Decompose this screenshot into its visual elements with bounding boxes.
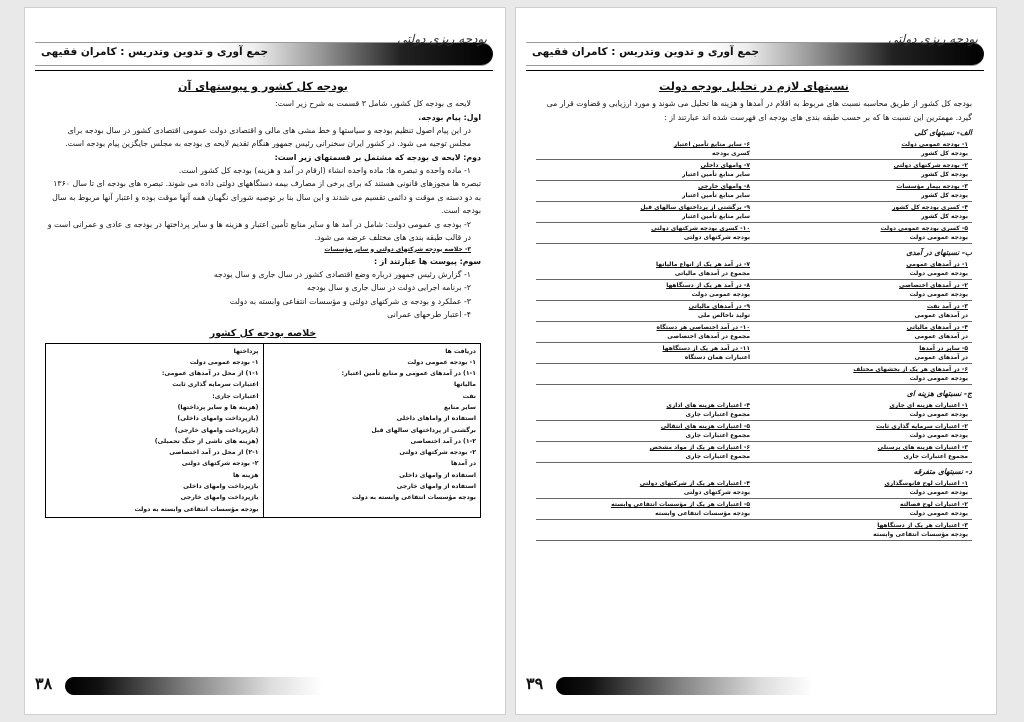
page-39 [515, 7, 997, 715]
table-cell: استفاده از واماهای داخلی [396, 415, 476, 423]
table-row: ۱- بودجه عمومی دولت بودجه کل کشور ۶- سایر منابع تأمین اعتبار کسری بودجه [536, 139, 972, 160]
table-cell: سایر منابع [444, 403, 476, 411]
page-body [536, 80, 972, 541]
summary-receipts-column [264, 344, 481, 517]
table-cell: ۲-۱) از محل در آمد اختصاصی [169, 449, 259, 457]
section-title: بودجه کل کشور و پیوستهای آن [178, 80, 348, 93]
table-cell: بازپرداخت وامهای خارجی [180, 494, 259, 502]
ratios-expense [536, 400, 972, 463]
ratios-general [536, 139, 972, 244]
footer-decoration [65, 677, 493, 695]
table-cell: (بازپرداخت وامهای داخلی) [177, 415, 259, 423]
summary-title: خلاصه بودجه کل کشور [209, 327, 317, 339]
intro-text: بودجه کل کشور از طریق محاسبه نسبت های مربوط به اقلام در آمدها و هزینه ها تحلیل می شوند و مورد ارزیابی و قضاوت قرار می گیرد. مهمترین این نسبت ها که بر حسب طبقه بندی های بودجه ای فهرست شده اند عبارتند از : [546, 99, 972, 122]
part1-text: در این پیام اصول تنظیم بودجه و سیاستها و خط مشی های مالی و اقتصادی دولت عمومی اقتصادی کشور در سال بودجه برای مجلس توجیه می شود. در کشور ایران سخنرانی رئیس جمهور هنگام تقدیم لایحه ی بودجه به مجلس جایگزین پیام بودجه است. [65, 125, 471, 148]
table-row: ۱- اعتبارات لوح فانوسگذاری بودجه عمومی دولت ۴- اعتبارات هر یک از شرکتهای دولتی بودجه شرکتهای دولتی [536, 478, 972, 499]
table-cell: ۱-۱) از محل در آمدهای عمومی: [161, 370, 259, 378]
table-row: ۲- اعتبارات لوح فصالته بودجه عمومی دولت ۵- اعتبارات هر یک از مؤسسات انتفاعی وابسته بودجه مؤسسات انتفاعی وابسته [536, 499, 972, 520]
table-row: ۲- در آمدهای اختصاصی بودجه عمومی دولت ۸- در آمد هر یک از دستگاهها بودجه عمومی دولت [536, 280, 972, 301]
table-cell: دریافت ها [445, 347, 476, 355]
ratios-expense-label: ج- نسبتهای هزینه ای [906, 389, 972, 398]
page-body [45, 80, 481, 518]
part2-item-3: ۳- خلاصه بودجه شرکتهای دولتی و سایر مؤسسات [324, 245, 471, 253]
table-row: ۳- اعتبارات هزینه های پرسنلی مجموع اعتبارات جاری ۶- اعتبارات هر یک از مواد مشخص مجموع اعتبارات جاری [536, 442, 972, 463]
table-cell: بودجه مؤسسات انتفاعی وابسته به دولت [134, 505, 259, 513]
header-logo: بودجه ریزی دولتی [397, 32, 487, 46]
page-header [526, 32, 984, 78]
table-row: ۳- اعتبارات هر یک از دستگاهها بودجه مؤسسات انتفاعی وابسته [536, 520, 972, 541]
page-footer [35, 672, 493, 698]
table-cell: ۱- بودجه عمومی دولت [189, 358, 259, 366]
table-row: ۳- در آمد نفت در آمدهای عمومی ۹- در آمدهای مالیاتی تولید ناخالص ملی [536, 301, 972, 322]
table-cell: مالیاتها [453, 381, 476, 389]
table-cell: هزینه ها [232, 471, 259, 479]
table-cell: (هزینه های ناشی از جنگ تحمیلی) [154, 437, 259, 445]
part2-text: تبصره ها مجوزهای قانونی هستند که برای برخی از مصارف بیمه دستگاههای دولتی داده می شوند. تبصره های بودجه ای تا سال ۱۳۶۰ به دو دسته ی موقت و دائمی تقسیم می شدند و این سال بنا بر توصیه شورای نگهبان همه آنها موقت بوده و اعتبار آنها مربوط به سال بودجه است. [52, 179, 481, 215]
table-cell: ۱-۲) در آمد اختصاصی [410, 437, 476, 445]
table-cell: استفاده از وامهای خارجی [396, 483, 476, 491]
intro-text: لایحه ی بودجه کل کشور، شامل ۳ قسمت به شرح زیر است: [275, 99, 471, 108]
table-row: ۲- بودجه شرکتهای دولتی بودجه کل کشور ۷- وامهای داخلی سایر منابع تأمین اعتبار [536, 160, 972, 181]
table-row: ۵- سایر در آمدها در آمدهای عمومی ۱۱- در آمد هر یک از دستگاهها اعتبارات همان دستگاه [536, 343, 972, 364]
table-row: ۲- اعتبارات سرمایه گذاری ثابت بودجه عمومی دولت ۵- اعتبارات هزینه های انتقالی مجموع اعتبارات جاری [536, 421, 972, 442]
table-cell: بودجه مؤسسات انتفاعی وابسته به دولت [351, 494, 476, 502]
page-38 [24, 7, 506, 715]
table-row: ۱- در آمدهای عمومی بودجه عمومی دولت ۷- در آمد هر یک از انواع مالیاتها مجموع در آمدهای مالیاتی [536, 259, 972, 280]
ratios-misc [536, 478, 972, 541]
table-cell: ۱-۱) در آمدهای عمومی و منابع تأمین اعتبار: [341, 370, 476, 378]
table-cell: اعتبارات سرمایه گذاری ثابت [172, 381, 259, 389]
part3-heading: سوم: پیوست ها عبارتند از : [373, 256, 481, 266]
page-header [35, 32, 493, 78]
table-cell: پرداختها [233, 347, 259, 355]
header-author: جمع آوری و تدوین وتدریس : کامران فقیهی [532, 46, 760, 58]
list-item: ۳- عملکرد و بودجه ی شرکتهای دولتی و مؤسسات انتفاعی وابسته به دولت [229, 296, 471, 306]
table-row: ۳- بودجه بیمار مؤسسات بودجه کل کشور ۸- وامهای خارجی سایر منابع تأمین اعتبار [536, 181, 972, 202]
part2-item-2: ۲- بودجه ی عمومی دولت: شامل در آمد ها و سایر منابع تأمین اعتبار و هزینه ها و سایر پرداختها در بودجه ی عادی و عمرانی است و در قالب طبقه بندی های مختلف عرضه می شود. [47, 219, 471, 242]
table-cell: (هزینه ها و سایر پرداختها) [177, 403, 259, 411]
ratios-misc-label: د- نسبتهای متفرقه [913, 467, 972, 476]
summary-table [45, 343, 481, 518]
page-footer [526, 672, 984, 698]
page-number: ۳۸ [35, 674, 53, 693]
header-logo: بودجه ریزی دولتی [888, 32, 978, 46]
ratios-revenue [536, 259, 972, 385]
part2-heading: دوم: لایحه ی بودجه که مشتمل بر قسمتهای زیر است: [274, 152, 481, 162]
list-item: ۲- برنامه اجرایی دولت در سال جاری و سال بودجه [307, 283, 471, 292]
summary-payments-column [46, 344, 264, 517]
part2-item-1: ۱- ماده واحده و تبصره ها: ماده واحده انشاء (ارقام در آمد و هزینه) بودجه کل کشور است. [178, 165, 471, 175]
table-row: ۴- کسری بودجه کل کشور بودجه کل کشور ۹- برگشتی از پرداختهای سالهای قبل سایر منابع تأمین اعتبار [536, 202, 972, 223]
table-row: ۶- در آمدهای هر یک از بخشهای مختلف بودجه عمومی دولت [536, 364, 972, 385]
table-cell: در آمدها [450, 460, 476, 468]
ratios-general-label: الف- نسبتهای کلی [914, 128, 972, 137]
section-title: نسبتهای لازم در تحلیل بودجه دولت [659, 80, 849, 93]
table-cell: بازپرداخت وامهای داخلی [183, 483, 259, 491]
table-row: ۵- کسری بودجه عمومی دولت بودجه عمومی دولت ۱۰- کسری بودجه شرکتهای دولتی بودجه شرکتهای دولتی [536, 223, 972, 244]
table-row: ۴- در آمدهای مالیاتی در آمدهای عمومی ۱۰- در آمد اختصاصی هر دستگاه مجموع در آمدهای اختصاصی [536, 322, 972, 343]
table-cell: برگشتی از پرداختهای سالهای قبل [371, 426, 476, 434]
table-row: ۱- اعتبارات هزینه ای جاری بودجه عمومی دولت ۴- اعتبارات هزینه های اداری مجموع اعتبارات جاری [536, 400, 972, 421]
list-item: ۱- گزارش رئیس جمهور درباره وضع اقتصادی کشور در سال جاری و سال بودجه [213, 269, 471, 279]
table-cell: نفت [462, 392, 476, 400]
footer-decoration [556, 677, 984, 695]
table-cell: (بازپرداخت وامهای خارجی) [174, 426, 259, 434]
table-cell: اعتبارات جاری: [212, 392, 259, 400]
page-number: ۳۹ [526, 674, 544, 693]
table-cell: ۱- بودجه عمومی دولت [407, 358, 476, 366]
header-rule [35, 70, 493, 71]
header-rule [526, 70, 984, 71]
part1-heading: اول: پیام بودجه. [418, 112, 481, 122]
table-cell: ۲- بودجه شرکتهای دولتی [399, 449, 476, 457]
header-author: جمع آوری و تدوین وتدریس : کامران فقیهی [41, 46, 269, 58]
ratios-revenue-label: ب- نسبتهای در آمدی [906, 248, 972, 257]
list-item: ۴- اعتبار طرحهای عمرانی [387, 310, 471, 319]
table-cell: ۲- بودجه شرکتهای دولتی [181, 460, 259, 468]
part3-list [45, 268, 481, 322]
table-cell: استفاده از وامهای داخلی [399, 471, 476, 479]
